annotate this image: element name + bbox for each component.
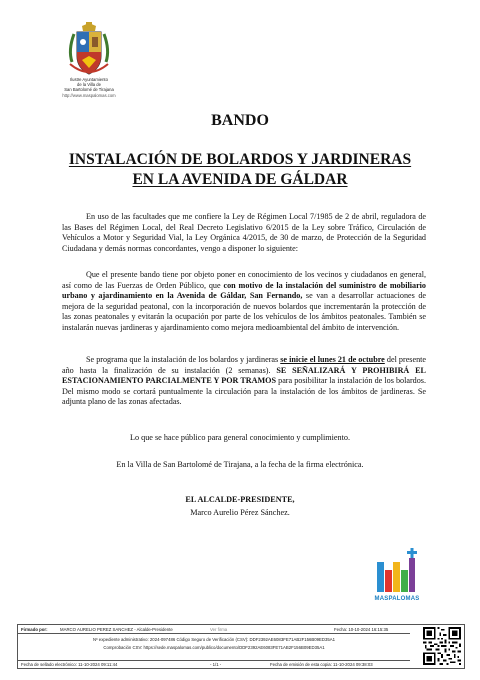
paragraph-authority: En uso de las facultades que me confiere la Ley de Régimen Local 7/1985 de 2 de abril, reguladora de las Bases del Régimen Local, del Real Decreto Legislativo 6/2015 de la Ley sobre Tráfico, Circulación de Vehículos a Motor y Seguridad Vial, la Ley Orgánica 4/2015, de 30 de marzo, de Protección de la Seguridad Ciudadana y demás normas concordantes, vengo a disponer lo siguiente: [62, 212, 426, 253]
maspalomas-logo-text: MASPALOMAS [374, 596, 420, 602]
p3-text-c: del presente año hasta la finalización de su instalación (2 semanas). [62, 355, 426, 375]
org-line-3: San Bartolomé de Tirajana [64, 87, 114, 93]
paragraph-purpose [62, 270, 426, 334]
maspalomas-logo [371, 548, 423, 596]
org-line-1: Ilustre Ayuntamiento [70, 77, 108, 82]
organization-name [52, 77, 126, 98]
csv-check-link[interactable]: Comprobación CSV: https://sede.maspalomas.com/publico/documento/DDF2392AE6083FE71AB2F156B09ED35A1 [103, 645, 325, 650]
dates-row [18, 660, 410, 668]
sealed-date: Fecha de sellado electrónico: 11-10-2024 09:11:44 [21, 662, 118, 667]
electronic-signature-footer [17, 624, 465, 669]
document-heading: BANDO [211, 112, 269, 129]
issue-date: Fecha de emisión de esta copia: 11-10-2024 09:38:03 [270, 662, 373, 667]
signer-name: Marco Aurelio Pérez Sánchez. [190, 508, 290, 517]
closing-statement: Lo que se hace público para general conocimiento y cumplimiento. [129, 433, 351, 442]
view-signature-link[interactable]: Ver firma [210, 627, 228, 632]
p2-text-c: se van a desarrollar actuaciones de mejora de la seguridad peatonal, con la incorporación de nuevos bolardos que incrementarán la protección de las zonas peatonales y evitarán la ocupación por parte de los vehículos de los ámbitos peatonales. También se instalarán nuevas jardineras y ajardinamiento como mejora medioambiental del ámbito de intervención. [62, 291, 426, 332]
municipal-crest-logo [64, 22, 114, 80]
p3-start-date: se inicie el lunes 21 de octubre [280, 355, 385, 364]
signed-by-label: Firmado por: [21, 627, 48, 632]
signer-title: EL ALCALDE-PRESIDENTE, [185, 495, 295, 504]
verification-qr-code [423, 627, 461, 665]
signed-by-value: MARCO AURELIO PEREZ SANCHEZ - Alcalde-Presidente [60, 627, 173, 632]
title-line-1: INSTALACIÓN DE BOLARDOS Y JARDINERAS [68, 151, 412, 168]
org-line-2: de la Villa de [77, 82, 101, 88]
org-website: http://www.maspalomas.com [62, 92, 116, 98]
document-title [0, 150, 480, 190]
place-and-date: En la Villa de San Bartolomé de Tirajana, a la fecha de la firma electrónica. [116, 460, 364, 469]
title-line-2: EN LA AVENIDA DE GÁLDAR [132, 171, 348, 188]
page-number: - 1/1 - [210, 662, 222, 667]
p3-parking-notice: SE SEÑALIZARÁ Y PROHIBIRÁ EL ESTACIONAMIENTO PARCIALMENTE Y POR TRAMOS [62, 365, 426, 386]
p3-text-e: para posibilitar la instalación de los bolardos. Del mismo modo se cortará puntualmente la circulación para la instalación de los ámbitos de jardineras. Se adjunta plano de las zonas afectadas. [62, 376, 426, 407]
p3-text-a: Se programa que la instalación de los bolardos y jardineras [86, 355, 281, 364]
paragraph-schedule [62, 355, 426, 408]
p2-text-a: Que el presente bando tiene por objeto poner en conocimiento de los vecinos y ciudadanos en general, así como de las Fuerzas de Orden Público, que [62, 270, 426, 290]
p2-bold-text: con motivo de la instalación del suministro de mobiliario urbano y ajardinamiento en la Avenida de Gáldar, San Fernando, [62, 280, 426, 301]
signature-row [18, 625, 410, 634]
signature-date: Fecha: 10-10-2024 16:15:35 [334, 627, 389, 632]
expediente-line: Nº expediente administrativo: 2024-097486 Código Seguro de Verificación (CSV): DDF2392AE6083FE71AB2F156B09ED35A1 [92, 637, 336, 642]
